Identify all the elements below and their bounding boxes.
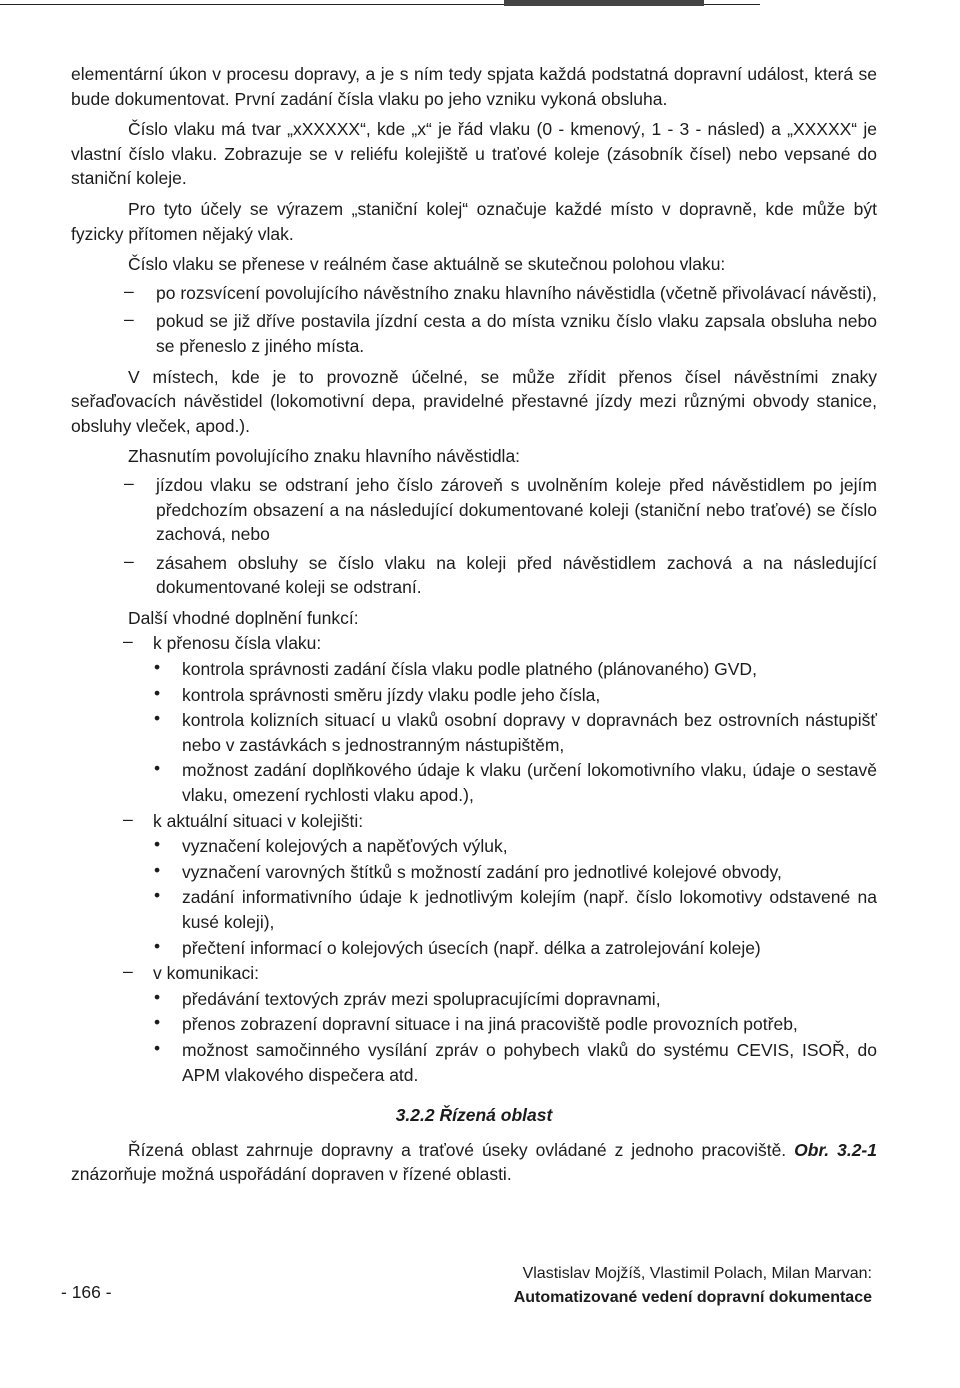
- dash-marker: –: [123, 808, 133, 829]
- dash-marker: –: [124, 550, 134, 571]
- bullet-item: [71, 758, 877, 807]
- bullet-text: přenos zobrazení dopravní situace i na jiná pracoviště podle provozních potřeb,: [182, 1014, 798, 1035]
- bullet-marker: •: [154, 682, 161, 703]
- bullet-item: [71, 936, 877, 961]
- footer-citation: [514, 1262, 872, 1310]
- section-text-start: Řízená oblast zahrnuje dopravny a traťové úseky ovládané z jednoho pracoviště.: [128, 1139, 795, 1160]
- bullet-item: [71, 987, 877, 1012]
- bullet-marker: •: [154, 885, 161, 906]
- bullet-item: [71, 1012, 877, 1037]
- bullet-marker: •: [154, 1037, 161, 1058]
- paragraph-4: Číslo vlaku se přenese v reálném čase aktuálně se skutečnou polohou vlaku:: [128, 254, 726, 275]
- dash-list-item: [71, 473, 877, 547]
- bullet-marker: •: [154, 1012, 161, 1033]
- page-body: [71, 62, 877, 1187]
- bullet-item: [71, 1038, 877, 1087]
- bullet-text: kontrola správnosti směru jízdy vlaku podle jeho čísla,: [182, 684, 601, 705]
- bullet-item: [71, 834, 877, 859]
- paragraph-6: Zhasnutím povolujícího znaku hlavního návěstidla:: [128, 446, 521, 467]
- dash-marker: –: [123, 631, 133, 652]
- bullet-text: zadání informativního údaje k jednotlivým kolejím (např. číslo lokomotivy odstavené na kusé koleji),: [182, 887, 877, 932]
- bullet-text: vyznačení kolejových a napěťových výluk,: [182, 836, 508, 857]
- list-item-text: jízdou vlaku se odstraní jeho číslo zároveň s uvolněním koleje před návěstidlem po jejím předchozím obsazení a na následující dokumentované koleji (staniční nebo traťové) se číslo zachová, nebo: [156, 474, 877, 545]
- bullet-text: přečtení informací o kolejových úsecích (např. délka a zatrolejování koleje): [182, 937, 761, 958]
- bullet-marker: •: [154, 758, 161, 779]
- paragraph-1: elementární úkon v procesu dopravy, a je s ním tedy spjata každá podstatná dopravní událost, která se bude dokumentovat. První zadání čísla vlaku po jeho vzniku vykoná obsluha.: [71, 64, 877, 109]
- list-item-text: zásahem obsluhy se číslo vlaku na koleji před návěstidlem zachová a na následující dokumentované koleji se odstraní.: [156, 552, 877, 598]
- footer-authors: Vlastislav Mojžíš, Vlastimil Polach, Milan Marvan:: [522, 1265, 872, 1282]
- group-head-text: k přenosu čísla vlaku:: [153, 633, 322, 654]
- group-head-text: k aktuální situaci v kolejišti:: [153, 810, 364, 831]
- bullet-marker: •: [154, 935, 161, 956]
- bullet-marker: •: [154, 986, 161, 1007]
- dash-list-item: [71, 309, 877, 358]
- bullet-marker: •: [154, 834, 161, 855]
- paragraph-3: Pro tyto účely se výrazem „staniční kolej“ označuje každé místo v dopravně, kde může být fyzicky přítomen nějaký vlak.: [71, 198, 877, 244]
- dash-marker: –: [124, 280, 134, 301]
- bullet-item: [71, 885, 877, 934]
- section-text-end: znázorňuje možná uspořádání dopraven v řízené oblasti.: [71, 1164, 512, 1185]
- group-head: [71, 631, 877, 656]
- dash-marker: –: [124, 472, 134, 493]
- group-head: [71, 809, 877, 834]
- list-item-text: po rozsvícení povolujícího návěstního znaku hlavního návěstidla (včetně přivolávací návěsti),: [156, 282, 877, 303]
- bullet-item: [71, 860, 877, 885]
- dash-list-item: [71, 281, 877, 306]
- bullet-text: kontrola kolizních situací u vlaků osobní dopravy v dopravnách bez ostrovních nástupišť nebo v zastávkách s jednostranným nástupištěm,: [182, 710, 877, 755]
- bullet-text: možnost samočinného vysílání zpráv o pohybech vlaků do systému CEVIS, ISOŘ, do APM vlakového dispečera atd.: [182, 1039, 877, 1085]
- section-heading: 3.2.2 Řízená oblast: [395, 1105, 553, 1126]
- bullet-text: možnost zadání doplňkového údaje k vlaku (určení lokomotivního vlaku, údaje o sestavě vlaku, omezení rychlosti vlaku apod.),: [182, 760, 877, 806]
- group-head: [71, 961, 877, 986]
- list-item-text: pokud se již dříve postavila jízdní cesta a do místa vzniku číslo vlaku zapsala obsluha nebo se přeneslo z jiného místa.: [156, 311, 877, 356]
- footer-book-title: Automatizované vedení dopravní dokumentace: [513, 1289, 872, 1306]
- section-paragraph: [71, 1138, 877, 1187]
- bullet-marker: •: [154, 708, 161, 729]
- top-scan-mark: [504, 0, 704, 6]
- bullet-text: kontrola správnosti zadání čísla vlaku podle platného (plánovaného) GVD,: [182, 659, 757, 680]
- dash-list-item: [71, 551, 877, 600]
- paragraph-7: Další vhodné doplnění funkcí:: [128, 607, 359, 628]
- paragraph-2: Číslo vlaku má tvar „xXXXXX“, kde „x“ je řád vlaku (0 - kmenový, 1 - 3 - násled) a „XXXXX“ je vlastní číslo vlaku. Zobrazuje se v reliéfu kolejiště u traťové koleje (zásobník čísel) nebo vepsané do staniční koleje.: [71, 119, 877, 189]
- page-number: - 166 -: [61, 1282, 112, 1302]
- group-head-text: v komunikaci:: [153, 963, 260, 984]
- dash-marker: –: [123, 961, 133, 982]
- bullet-text: vyznačení varovných štítků s možností zadání pro jednotlivé kolejové obvody,: [182, 861, 782, 882]
- bullet-marker: •: [154, 859, 161, 880]
- figure-reference: Obr. 3.2-1: [794, 1139, 877, 1160]
- bullet-marker: •: [154, 657, 161, 678]
- bullet-text: předávání textových zpráv mezi spolupracujícími dopravnami,: [182, 988, 661, 1009]
- bullet-item: [71, 708, 877, 757]
- bullet-item: [71, 657, 877, 682]
- paragraph-5: V místech, kde je to provozně účelné, se může zřídit přenos čísel návěstními znaky seřaďovacích návěstidel (lokomotivní depa, pravidelné přestavné jízdy mezi různými obvody stanice, obsluhy vleček, apod.).: [71, 366, 877, 436]
- bullet-item: [71, 683, 877, 708]
- dash-marker: –: [124, 309, 134, 330]
